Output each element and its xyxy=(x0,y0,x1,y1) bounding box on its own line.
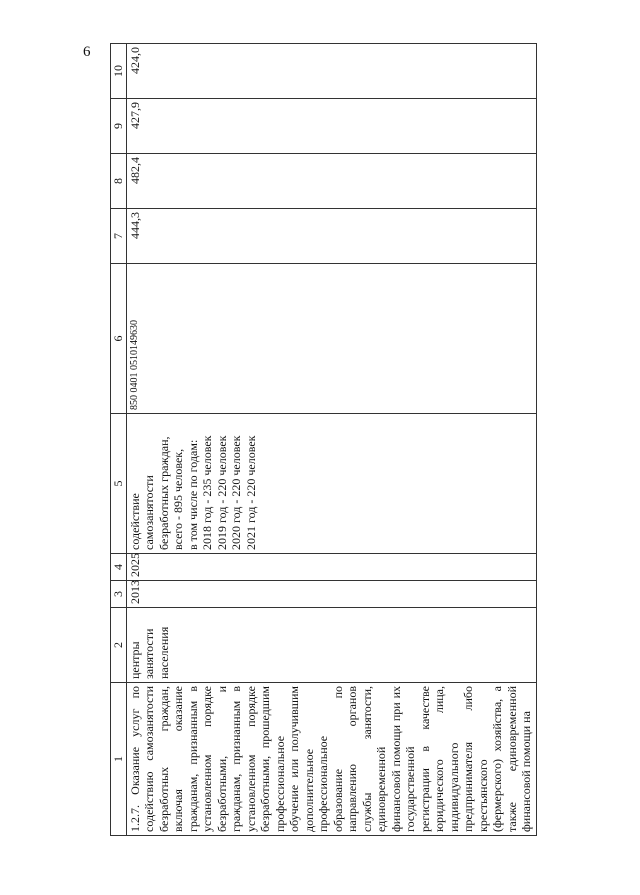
col-header-1: 1 xyxy=(111,683,127,836)
value-9-cell: 427,9 xyxy=(126,99,536,154)
col-header-3: 3 xyxy=(111,581,127,608)
value-10-cell: 424,0 xyxy=(126,44,536,99)
col-header-8: 8 xyxy=(111,154,127,209)
indicator-line: самозанятости xyxy=(142,475,156,550)
rotated-table-container xyxy=(110,44,538,836)
indicator-line: в том числе по годам: xyxy=(185,439,200,550)
col-header-7: 7 xyxy=(111,209,127,264)
executor-cell: центры занятости населения xyxy=(126,608,536,683)
indicator-line: 2020 год - 220 человек xyxy=(229,435,243,550)
value-7-cell: 444,3 xyxy=(126,209,536,264)
budget-code-cell: 850 0401 0510149630 xyxy=(126,264,536,414)
indicator-line: всего - 895 человек, xyxy=(171,448,185,550)
indicator-line: содействие xyxy=(127,493,142,550)
measure-description: 1.2.7. Оказание услуг по содействию самозанятости безработных граждан, включая оказание гражданам, признанным в установленном порядке безработными, и гражданам, признанным в установленном порядке безработными, прошедшим профессиональное обучение или получившим дополнительное профессиональное образование по направлению органов службы занятости, единовременной финансовой помощи при их государственной регистрации в качестве юридического лица, индивидуального предпринимателя либо крестьянского (фермерского) хозяйства, а также единовременной финансовой помощи на xyxy=(126,683,536,836)
col-header-4: 4 xyxy=(111,554,127,581)
program-table xyxy=(110,43,537,836)
col-header-5: 5 xyxy=(111,414,127,554)
header-row xyxy=(111,44,127,836)
indicator-line: 2021 год - 220 человек xyxy=(243,435,258,550)
indicator-line: безработных граждан, xyxy=(156,436,171,550)
indicator-line: 2018 год - 235 человек xyxy=(200,435,214,550)
col-header-2: 2 xyxy=(111,608,127,683)
col-header-10: 10 xyxy=(111,44,127,99)
table-row xyxy=(126,44,536,836)
start-year-cell: 2013 xyxy=(126,581,536,608)
indicator-line: 2019 год - 220 человек xyxy=(214,435,229,550)
indicator-cell xyxy=(126,414,536,554)
value-8-cell: 482,4 xyxy=(126,154,536,209)
end-year-cell: 2025 xyxy=(126,554,536,581)
page-number: 6 xyxy=(83,44,91,60)
col-header-6: 6 xyxy=(111,264,127,414)
col-header-9: 9 xyxy=(111,99,127,154)
